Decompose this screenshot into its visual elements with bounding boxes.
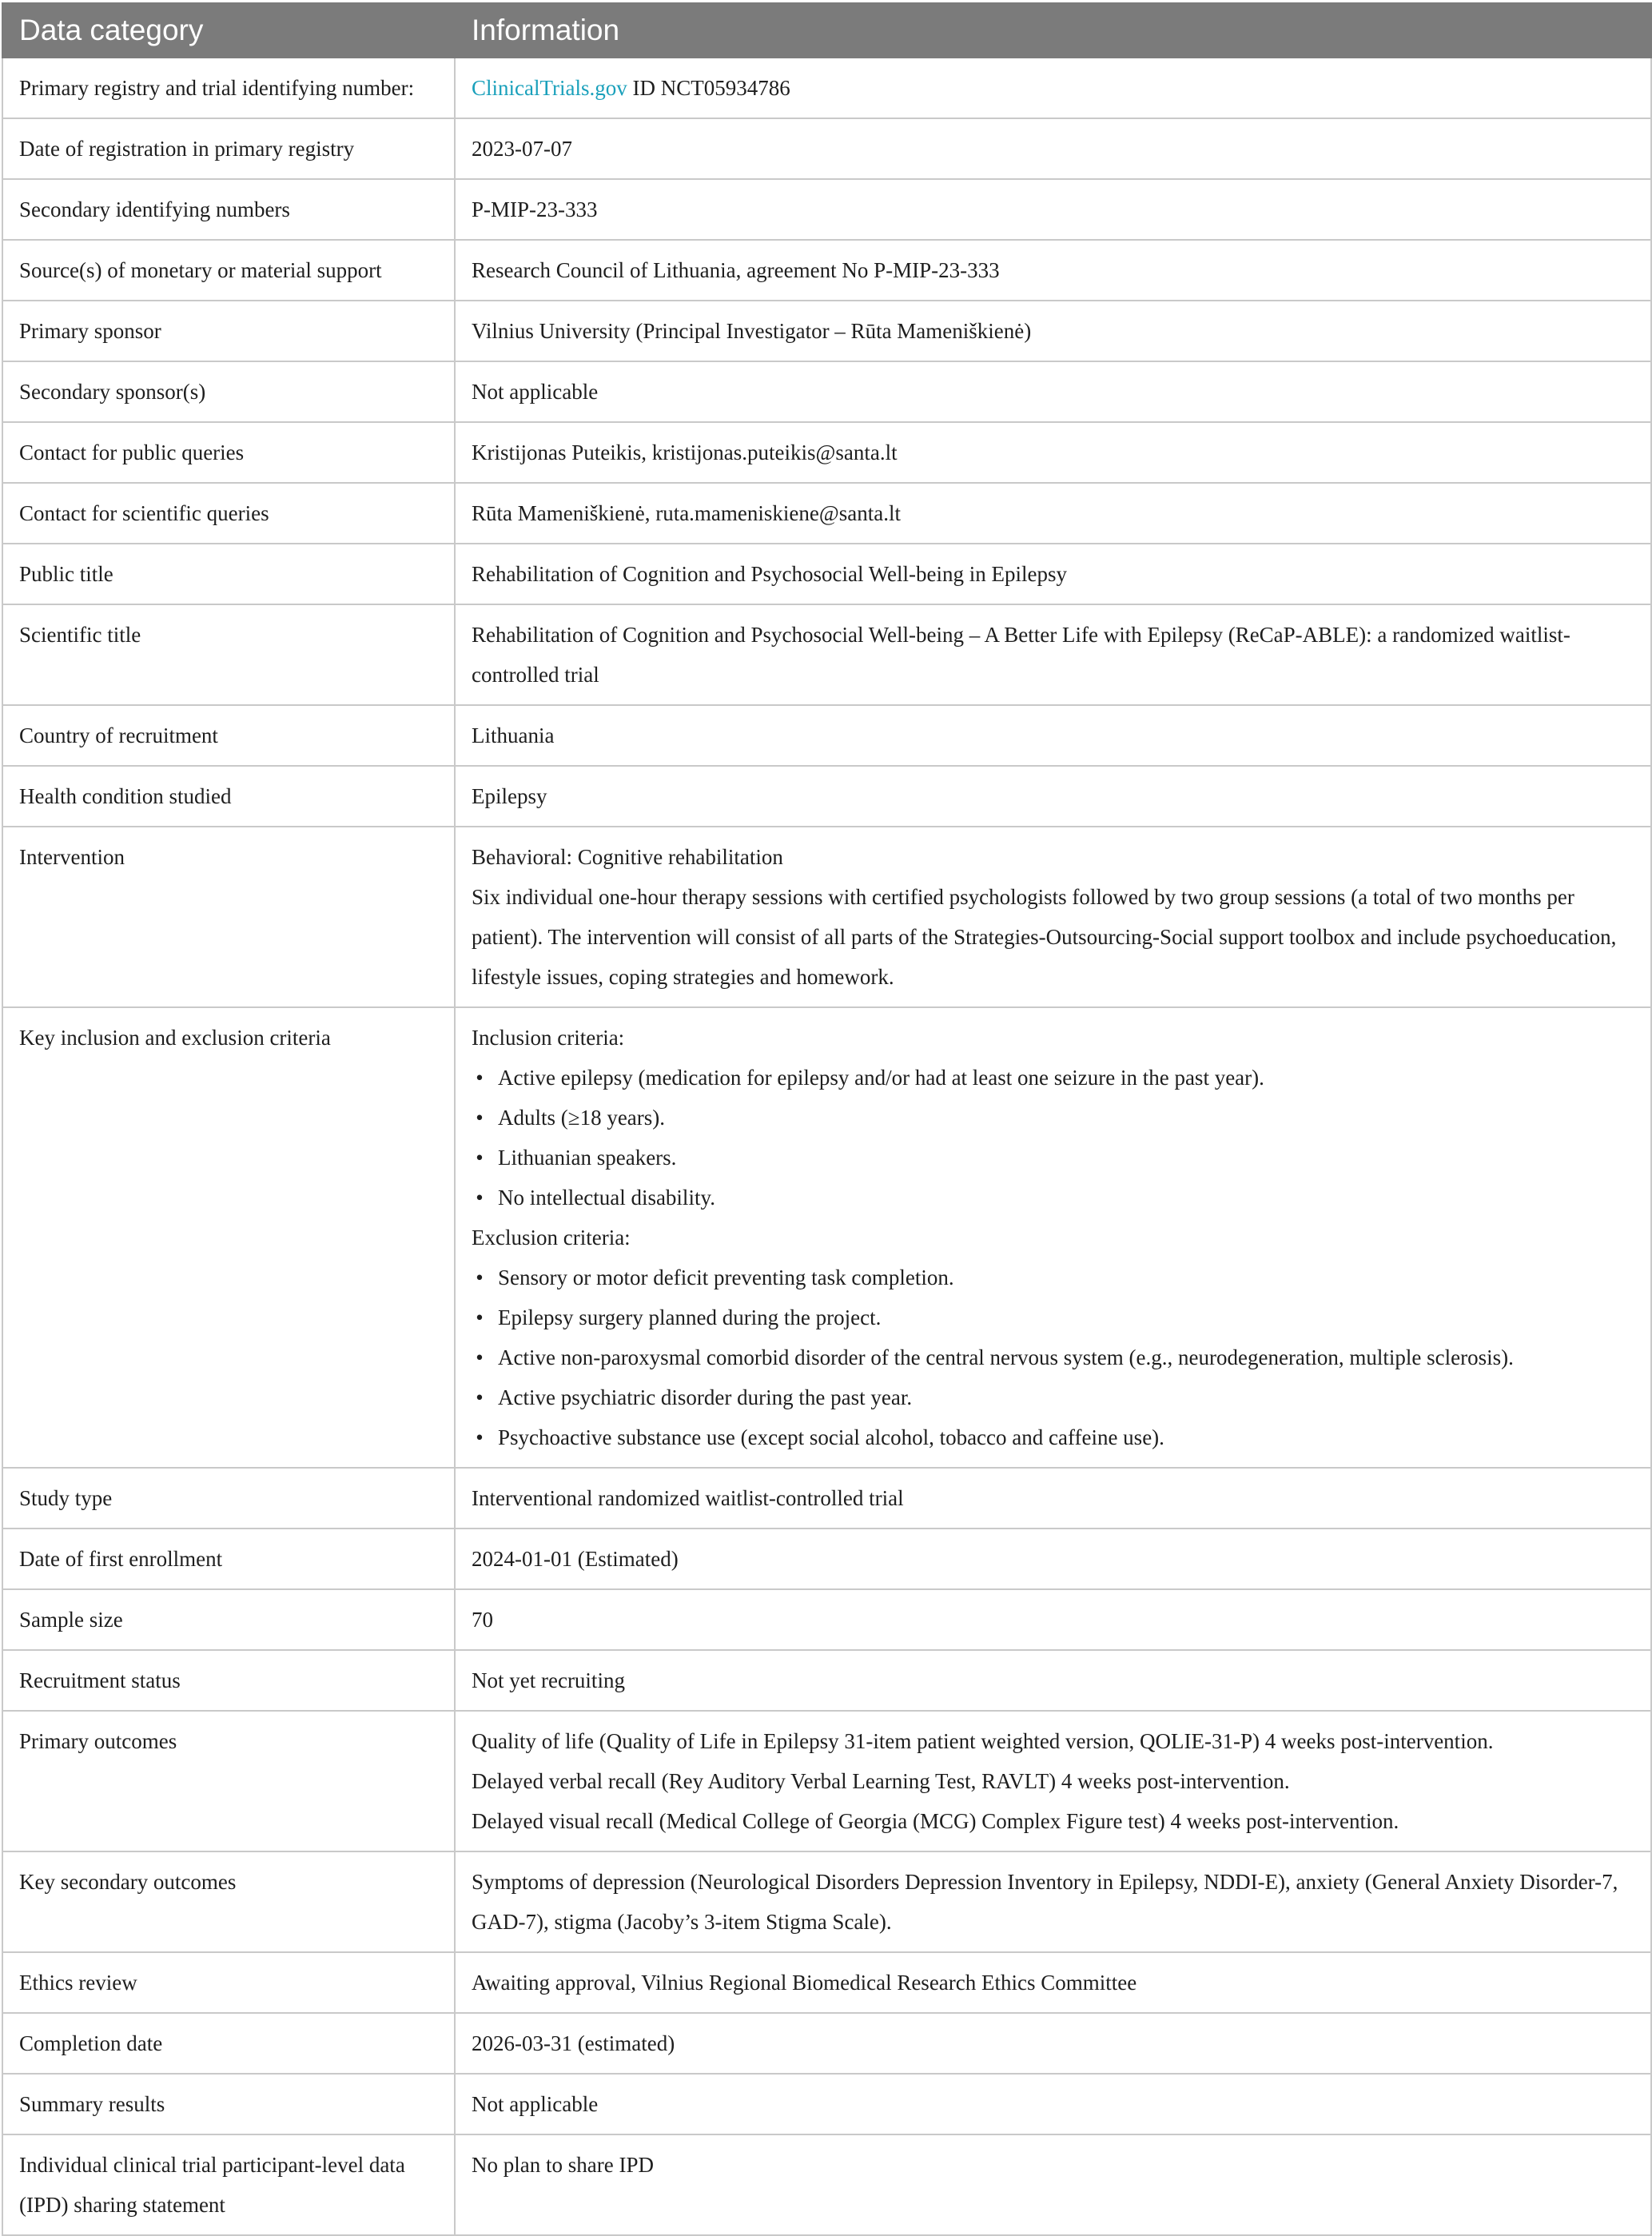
row-value: Epilepsy <box>455 766 1651 827</box>
row-category: Primary outcomes <box>2 1711 455 1851</box>
table-header <box>2 3 1651 58</box>
table-row <box>2 766 1651 827</box>
list-item: • Adults (≥18 years). <box>498 1098 1634 1138</box>
table-row <box>2 1711 1651 1851</box>
row-value: Kristijonas Puteikis, kristijonas.puteikis@santa.lt <box>455 422 1651 483</box>
row-category: Contact for scientific queries <box>2 483 455 544</box>
row-value: 2026-03-31 (estimated) <box>455 2013 1651 2074</box>
row-category: Summary results <box>2 2074 455 2134</box>
row-value: 2023-07-07 <box>455 118 1651 179</box>
intervention-name: Behavioral: Cognitive rehabilitation <box>472 845 783 869</box>
row-category: Secondary sponsor(s) <box>2 361 455 422</box>
primary-outcome: Quality of life (Quality of Life in Epilepsy 31-item patient weighted version, QOLIE-31-P) 4 weeks post-intervention. <box>472 1729 1494 1753</box>
list-item: • Active epilepsy (medication for epilepsy and/or had at least one seizure in the past year). <box>498 1058 1634 1098</box>
list-item: • Epilepsy surgery planned during the project. <box>498 1297 1634 1337</box>
row-value: Interventional randomized waitlist-controlled trial <box>455 1468 1651 1529</box>
row-category: Primary registry and trial identifying number: <box>2 58 455 118</box>
header-row <box>2 3 1651 58</box>
registry-link[interactable]: ClinicalTrials.gov <box>472 76 627 100</box>
table-row <box>2 483 1651 544</box>
list-item: • Active non-paroxysmal comorbid disorder of the central nervous system (e.g., neurodegeneration, multiple sclerosis). <box>498 1337 1634 1377</box>
row-category: Country of recruitment <box>2 705 455 766</box>
exclusion-list <box>472 1258 1634 1457</box>
table-row <box>2 1650 1651 1711</box>
inclusion-list <box>472 1058 1634 1218</box>
list-item: • Active psychiatric disorder during the past year. <box>498 1377 1634 1417</box>
row-category: Public title <box>2 544 455 604</box>
table-row <box>2 1007 1651 1468</box>
primary-outcome: Delayed visual recall (Medical College of Georgia (MCG) Complex Figure test) 4 weeks post-intervention. <box>472 1809 1399 1833</box>
row-value <box>455 58 1651 118</box>
list-item: • Psychoactive substance use (except social alcohol, tobacco and caffeine use). <box>498 1417 1634 1457</box>
row-value: Research Council of Lithuania, agreement No P-MIP-23-333 <box>455 240 1651 301</box>
row-category: Sample size <box>2 1589 455 1650</box>
table-row <box>2 58 1651 118</box>
row-category: Key secondary outcomes <box>2 1851 455 1952</box>
header-data-category: Data category <box>2 3 455 58</box>
row-category: Date of registration in primary registry <box>2 118 455 179</box>
table-row <box>2 2134 1651 2235</box>
row-value: 70 <box>455 1589 1651 1650</box>
table-row <box>2 544 1651 604</box>
table-row <box>2 240 1651 301</box>
row-value: 2024-01-01 (Estimated) <box>455 1529 1651 1589</box>
row-value: Vilnius University (Principal Investigator – Rūta Mameniškienė) <box>455 301 1651 361</box>
row-value: Lithuania <box>455 705 1651 766</box>
row-category: Individual clinical trial participant-level data (IPD) sharing statement <box>2 2134 455 2235</box>
table-row <box>2 827 1651 1007</box>
row-value: Not yet recruiting <box>455 1650 1651 1711</box>
table-row <box>2 179 1651 240</box>
row-value: No plan to share IPD <box>455 2134 1651 2235</box>
table-row <box>2 604 1651 705</box>
table-row <box>2 1468 1651 1529</box>
table-row <box>2 2013 1651 2074</box>
intervention-description: Six individual one-hour therapy sessions with certified psychologists followed by two group sessions (a total of two months per patient). The intervention will consist of all parts of the Strategies-Outsourcing-Social support toolbox and include psychoeducation, lifestyle issues, coping strategies and homework. <box>472 885 1617 989</box>
row-value <box>455 827 1651 1007</box>
list-item: • Sensory or motor deficit preventing task completion. <box>498 1258 1634 1297</box>
table-row <box>2 361 1651 422</box>
row-value: Symptoms of depression (Neurological Disorders Depression Inventory in Epilepsy, NDDI-E), anxiety (General Anxiety Disorder-7, GAD-7), stigma (Jacoby’s 3-item Stigma Scale). <box>455 1851 1651 1952</box>
row-category: Intervention <box>2 827 455 1007</box>
list-item: • No intellectual disability. <box>498 1178 1634 1218</box>
row-category: Health condition studied <box>2 766 455 827</box>
primary-outcome: Delayed verbal recall (Rey Auditory Verbal Learning Test, RAVLT) 4 weeks post-intervention. <box>472 1769 1290 1793</box>
inclusion-heading: Inclusion criteria: <box>472 1026 625 1050</box>
row-category: Secondary identifying numbers <box>2 179 455 240</box>
row-value: Not applicable <box>455 361 1651 422</box>
table-row <box>2 705 1651 766</box>
table-row <box>2 1529 1651 1589</box>
row-value: P-MIP-23-333 <box>455 179 1651 240</box>
row-category: Primary sponsor <box>2 301 455 361</box>
table-row <box>2 1851 1651 1952</box>
trial-registration-table <box>2 2 1652 2236</box>
exclusion-heading: Exclusion criteria: <box>472 1226 631 1250</box>
registry-id: ID NCT05934786 <box>627 76 790 100</box>
row-value: Rehabilitation of Cognition and Psychosocial Well-being – A Better Life with Epilepsy (ReCaP-ABLE): a randomized waitlist-controlled trial <box>455 604 1651 705</box>
row-category: Key inclusion and exclusion criteria <box>2 1007 455 1468</box>
row-category: Contact for public queries <box>2 422 455 483</box>
table-row <box>2 422 1651 483</box>
row-value <box>455 1711 1651 1851</box>
row-category: Source(s) of monetary or material support <box>2 240 455 301</box>
table-row <box>2 1952 1651 2013</box>
row-category: Completion date <box>2 2013 455 2074</box>
row-category: Study type <box>2 1468 455 1529</box>
row-value: Awaiting approval, Vilnius Regional Biomedical Research Ethics Committee <box>455 1952 1651 2013</box>
table-row <box>2 118 1651 179</box>
row-category: Scientific title <box>2 604 455 705</box>
table-row <box>2 2074 1651 2134</box>
table-row <box>2 301 1651 361</box>
row-category: Ethics review <box>2 1952 455 2013</box>
row-category: Recruitment status <box>2 1650 455 1711</box>
table-body <box>2 58 1651 2235</box>
row-value <box>455 1007 1651 1468</box>
header-information: Information <box>455 3 1651 58</box>
list-item: • Lithuanian speakers. <box>498 1138 1634 1178</box>
table-row <box>2 1589 1651 1650</box>
row-value: Rehabilitation of Cognition and Psychosocial Well-being in Epilepsy <box>455 544 1651 604</box>
row-category: Date of first enrollment <box>2 1529 455 1589</box>
row-value: Rūta Mameniškienė, ruta.mameniskiene@santa.lt <box>455 483 1651 544</box>
row-value: Not applicable <box>455 2074 1651 2134</box>
